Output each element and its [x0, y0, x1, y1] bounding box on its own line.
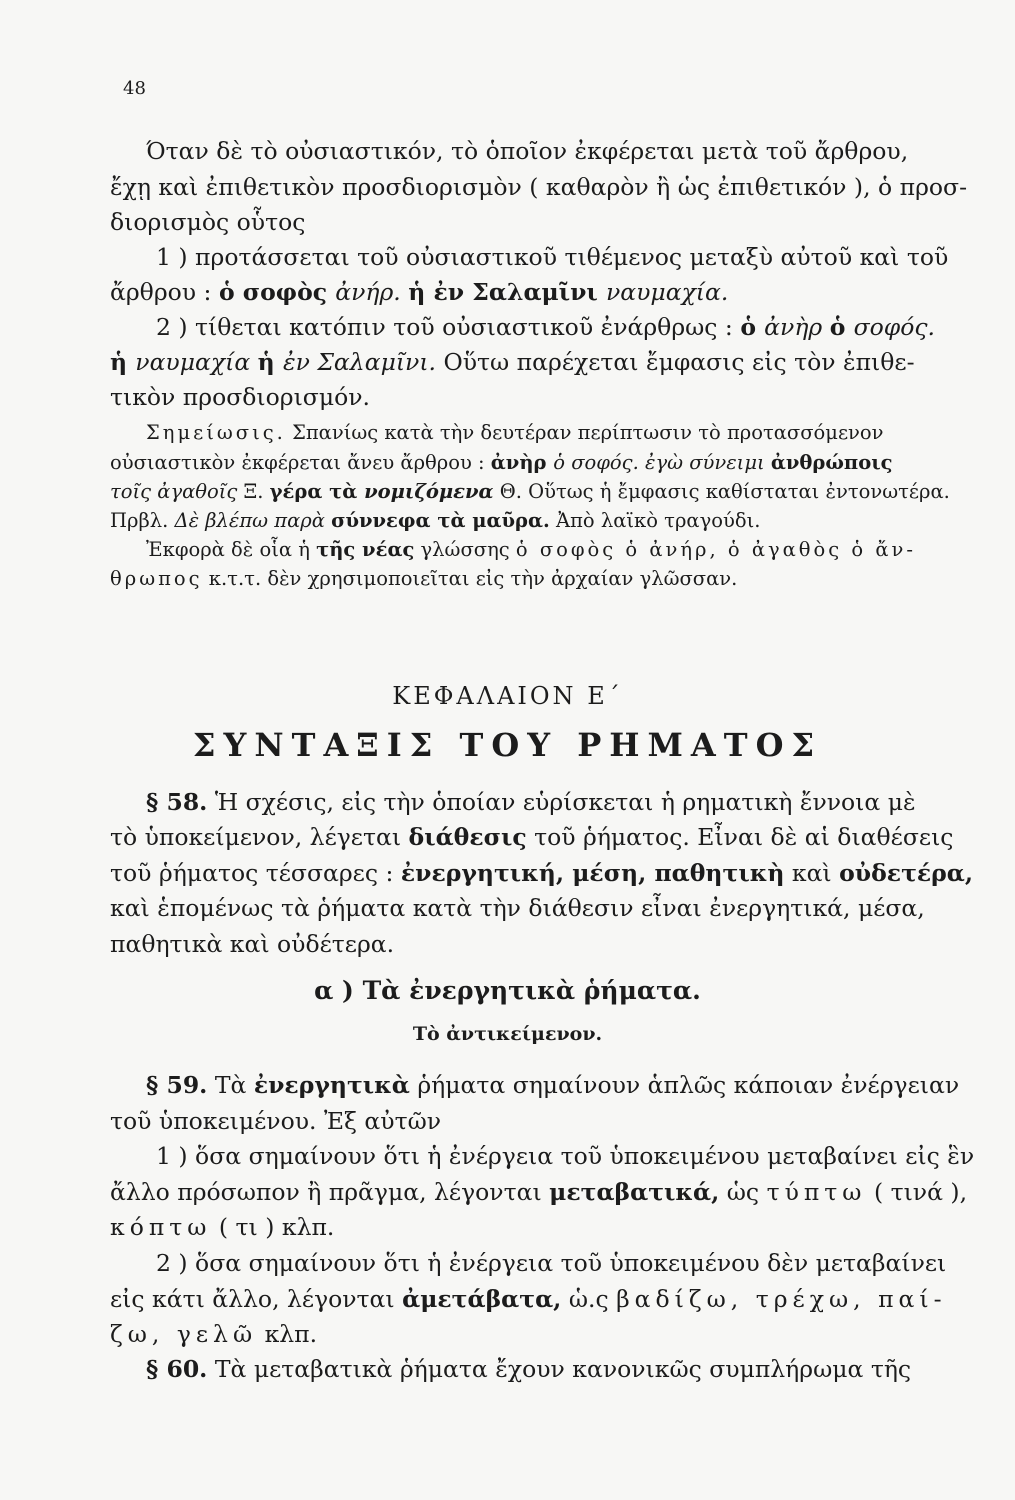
spaced-span: βαδίζω, τρέχω, παί- [616, 1285, 947, 1313]
text-span: ἄρθρου : [110, 278, 219, 306]
page-number: 48 [123, 78, 146, 99]
spaced-span: θρωπος [110, 567, 203, 590]
bold-span: γέρα τὰ [269, 480, 365, 503]
italic-span: ναυμαχία [135, 348, 258, 376]
bold-span: ὁ [740, 313, 765, 341]
note-line [110, 482, 950, 502]
spaced-span: ὁ σοφὸς ὁ ἀνήρ, ὁ ἀγαθὸς ὁ ἄν- [515, 538, 916, 561]
text-span: καὶ [784, 859, 840, 887]
text-span: Σπανίως κατὰ τὴν δευτέραν περίπτωσιν τὸ προτασσόμενον [285, 421, 884, 444]
text-span: ( τι ) κλπ. [211, 1213, 335, 1241]
bold-span: μεταβατικά, [549, 1178, 720, 1206]
paragraph-58-line: καὶ ἑπομένως τὰ ῥήματα κατὰ τὴν διάθεσιν εἶναι ἐνεργητικά, μέσα, [110, 894, 925, 922]
text-span: κ.τ.τ. δὲν χρησιμοποιεῖται εἰς τὴν ἀρχαίαν γλῶσσαν. [202, 567, 738, 590]
bold-span: οὐδετέρα, [839, 859, 974, 887]
bold-span: ἀνθρώποις [770, 451, 893, 474]
text-span: ῥήματα σημαίνουν ἁπλῶς κάποιαν ἐνέργειαν [409, 1071, 960, 1099]
paragraph-59-line [110, 1285, 947, 1313]
bold-span: ἐνεργητικὰ [253, 1071, 410, 1099]
bold-span: ἀμετάβατα, [402, 1285, 562, 1313]
paragraph-60-line [146, 1355, 912, 1383]
text-span: Τὰ [207, 1071, 254, 1099]
italic-span: ναυμαχία. [605, 278, 729, 306]
text-span: ἄλλο πρόσωπον ἢ πρᾶγμα, λέγονται [110, 1178, 550, 1206]
paragraph-59-line [146, 1071, 960, 1099]
text-span: τοῦ ῥήματος τέσσαρες : [110, 859, 401, 887]
note-line [146, 540, 916, 560]
spaced-span: κόπτω [110, 1213, 212, 1241]
spaced-span: Σημείωσις. [146, 421, 286, 444]
bold-span: ἡ [110, 348, 136, 376]
text-span: ὡ.ς [561, 1285, 617, 1313]
paragraph-59-line: 1 ) ὅσα σημαίνουν ὅτι ἡ ἐνέργεια τοῦ ὑποκειμένου μεταβαίνει εἰς ἓν [156, 1142, 975, 1170]
paragraph-58-line: παθητικὰ καὶ οὐδέτερα. [110, 930, 395, 958]
paragraph-58-line [146, 788, 916, 816]
text-span: οὐσιαστικὸν ἐκφέρεται ἄνευ ἄρθρου : [110, 451, 491, 474]
text-span: κλπ. [257, 1320, 318, 1348]
text-span: Πρβλ. [110, 509, 175, 532]
text-line: τικὸν προσδιορισμόν. [110, 383, 371, 411]
paragraph-59-line: τοῦ ὑποκειμένου. Ἐξ αὐτῶν [110, 1107, 442, 1135]
text-span: ( τινά ), [866, 1178, 968, 1206]
text-line [110, 348, 915, 376]
bold-span: ἡ ἐν Σαλαμῖνι [408, 278, 606, 306]
bold-span: ὁ σοφὸς [218, 278, 336, 306]
text-span: Ἐκφορὰ δὲ οἷα ἡ [146, 538, 317, 561]
bold-span: ἀνὴρ [490, 451, 554, 474]
italic-span: Δὲ βλέπω παρὰ [174, 509, 332, 532]
section-number: § 58. [146, 788, 208, 816]
paragraph-58-line [110, 823, 954, 851]
text-line: διορισμὸς οὗτος [110, 208, 306, 236]
paragraph-58-line [110, 859, 974, 887]
text-span: Τὰ μεταβατικὰ ῥήματα ἔχουν κανονικῶς συμπλήρωμα τῆς [207, 1355, 912, 1383]
text-span: Θ. Οὕτως ἡ ἔμφασις καθίσταται ἐντονωτέρα. [493, 480, 950, 503]
paragraph-59-line: 2 ) ὅσα σημαίνουν ὅτι ἡ ἐνέργεια τοῦ ὑποκειμένου δὲν μεταβαίνει [156, 1249, 947, 1277]
bold-span: ἡ [257, 348, 283, 376]
italic-span: σοφός. [853, 313, 935, 341]
section-number: § 59. [146, 1071, 208, 1099]
subheading-object: Τὸ ἀντικείμενον. [412, 1023, 603, 1045]
text-span: Ξ. [237, 480, 270, 503]
note-line [110, 569, 737, 589]
italic-span: ἀνήρ. [335, 278, 409, 306]
text-span: τοῦ ῥήματος. Εἶναι δὲ αἱ διαθέσεις [526, 823, 954, 851]
text-line: Όταν δὲ τὸ οὐσιαστικόν, τὸ ὁποῖον ἐκφέρεται μετὰ τοῦ ἄρθρου, [146, 137, 909, 165]
note-line [110, 511, 760, 531]
text-span: ὡς [719, 1178, 767, 1206]
bold-span: τῆς νέας [316, 538, 415, 561]
subsection-heading: α ) Τὰ ἐνεργητικὰ ῥήματα. [314, 976, 701, 1005]
bold-span: ὁ [829, 313, 854, 341]
paragraph-59-line [110, 1213, 335, 1241]
text-span: 2 ) τίθεται κατόπιν τοῦ οὐσιαστικοῦ ἐνάρθρως : [156, 313, 741, 341]
section-number: § 60. [146, 1355, 208, 1383]
paragraph-59-line [110, 1178, 968, 1206]
bold-span: ἐνεργητική, μέση, παθητικὴ [400, 859, 785, 887]
italic-span: τοῖς ἀγαθοῖς [110, 480, 238, 503]
bold-italic-span: νομιζόμενα [364, 480, 494, 503]
text-span: Ἡ σχέσις, εἰς τὴν ὁποίαν εὑρίσκεται ἡ ρηματικὴ ἔννοια μὲ [207, 788, 916, 816]
italic-span: ὁ σοφός. ἐγὼ σύνειμι [553, 451, 771, 474]
bold-span: σύννεφα τὰ μαῦρα. [331, 509, 550, 532]
text-span: τὸ ὑποκείμενον, λέγεται [110, 823, 409, 851]
italic-span: ἐν Σαλαμῖνι. [282, 348, 437, 376]
italic-span: ἀνὴρ [764, 313, 830, 341]
note-line [146, 423, 884, 443]
text-line: ἔχῃ καὶ ἐπιθετικὸν προσδιορισμὸν ( καθαρὸν ἢ ὡς ἐπιθετικόν ), ὁ προσ- [110, 173, 968, 201]
text-span: Ἀπὸ λαϊκὸ τραγούδι. [549, 509, 761, 532]
section-title: ΣΥΝΤΑΞΙΣ ΤΟΥ ΡΗΜΑΤΟΣ [192, 726, 823, 764]
note-line [110, 453, 893, 473]
text-span: Οὕτω παρέχεται ἔμφασις εἰς τὸν ἐπιθε- [436, 348, 915, 376]
bold-span: διάθεσις [408, 823, 527, 851]
text-span: εἰς κάτι ἄλλο, λέγονται [110, 1285, 403, 1313]
text-line [156, 313, 935, 341]
text-span: 1 ) προτάσσεται τοῦ οὐσιαστικοῦ τιθέμενος μεταξὺ αὐτοῦ καὶ τοῦ [156, 243, 949, 271]
chapter-heading: ΚΕΦΑΛΑΙΟΝ Ε΄ [392, 682, 623, 710]
text-line [156, 243, 949, 271]
spaced-span: τύπτω [766, 1178, 867, 1206]
text-span: γλώσσης [414, 538, 516, 561]
spaced-span: ζω, γελῶ [110, 1320, 258, 1348]
text-line [110, 278, 729, 306]
paragraph-59-line [110, 1320, 318, 1348]
